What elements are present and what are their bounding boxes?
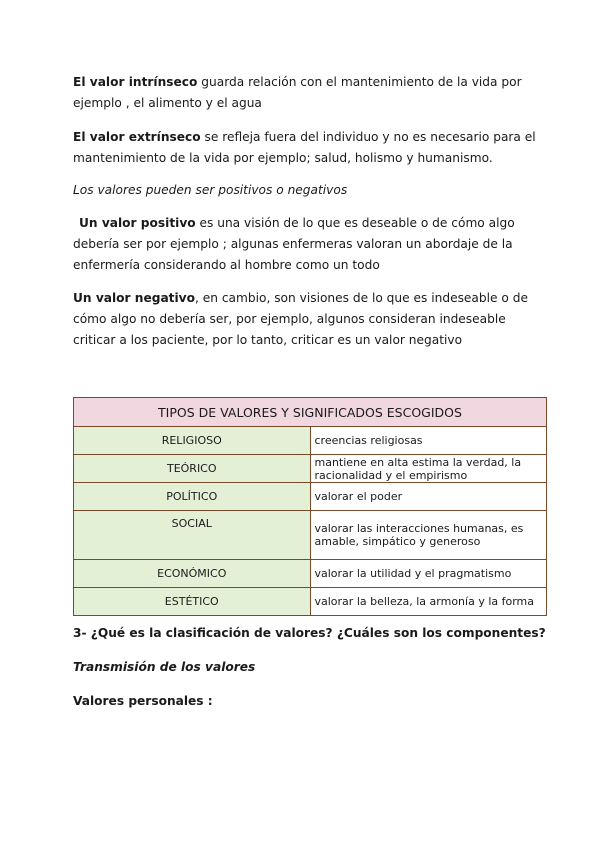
value-meaning-cell: valorar el poder bbox=[310, 483, 547, 511]
definition-intrinseco: guarda relación con el mantenimiento de la vida por ejemplo , el alimento y el agua bbox=[73, 75, 522, 110]
definition-negativo: , en cambio, son visiones de lo que es indeseable o de cómo algo no debería ser, por ejemplo, algunos consideran indeseable criticar a los paciente, por lo tanto, criticar es un valor negativo bbox=[73, 291, 528, 347]
table-row bbox=[74, 511, 547, 560]
table-row bbox=[74, 560, 547, 588]
term-intrinseco: El valor intrínseco bbox=[73, 75, 198, 89]
value-meaning-cell: valorar la belleza, la armonía y la forma bbox=[310, 588, 547, 616]
table-row bbox=[74, 427, 547, 455]
paragraph-valor-positivo bbox=[73, 213, 543, 276]
values-table bbox=[73, 397, 547, 616]
term-positivo: Un valor positivo bbox=[79, 216, 196, 230]
term-extrinseco: El valor extrínseco bbox=[73, 130, 201, 144]
subtitle-positivos-negativos: Los valores pueden ser positivos o negativos bbox=[73, 183, 348, 197]
value-meaning-cell: valorar la utilidad y el pragmatismo bbox=[310, 560, 547, 588]
term-negativo: Un valor negativo bbox=[73, 291, 195, 305]
value-type-cell: POLÍTICO bbox=[74, 483, 311, 511]
heading-valores-personales: Valores personales : bbox=[73, 694, 213, 708]
paragraph-valor-negativo bbox=[73, 288, 543, 351]
table-header: TIPOS DE VALORES Y SIGNIFICADOS ESCOGIDOS bbox=[74, 398, 547, 427]
table-row bbox=[74, 588, 547, 616]
paragraph-valor-extrinseco bbox=[73, 127, 543, 169]
definition-positivo: es una visión de lo que es deseable o de cómo algo debería ser por ejemplo ; algunas enfermeras valoran un abordaje de la enfermería considerando al hombre como un todo bbox=[73, 216, 515, 272]
definition-extrinseco: se refleja fuera del individuo y no es necesario para el mantenimiento de la vida por ejemplo; salud, holismo y humanismo. bbox=[73, 130, 536, 165]
value-meaning-cell: creencias religiosas bbox=[310, 427, 547, 455]
table-row bbox=[74, 483, 547, 511]
value-type-cell: TEÓRICO bbox=[74, 455, 311, 483]
value-meaning-cell: valorar las interacciones humanas, es amable, simpático y generoso bbox=[310, 511, 547, 560]
heading-transmision-valores: Transmisión de los valores bbox=[73, 660, 256, 674]
table-row bbox=[74, 455, 547, 483]
paragraph-valor-intrinseco bbox=[73, 72, 543, 114]
value-type-cell: RELIGIOSO bbox=[74, 427, 311, 455]
value-type-cell: ECONÓMICO bbox=[74, 560, 311, 588]
value-type-cell: SOCIAL bbox=[74, 511, 311, 560]
value-meaning-cell: mantiene en alta estima la verdad, la racionalidad y el empirismo bbox=[310, 455, 547, 483]
value-type-cell: ESTÉTICO bbox=[74, 588, 311, 616]
question-3: 3- ¿Qué es la clasificación de valores? ¿Cuáles son los componentes? bbox=[73, 626, 546, 640]
